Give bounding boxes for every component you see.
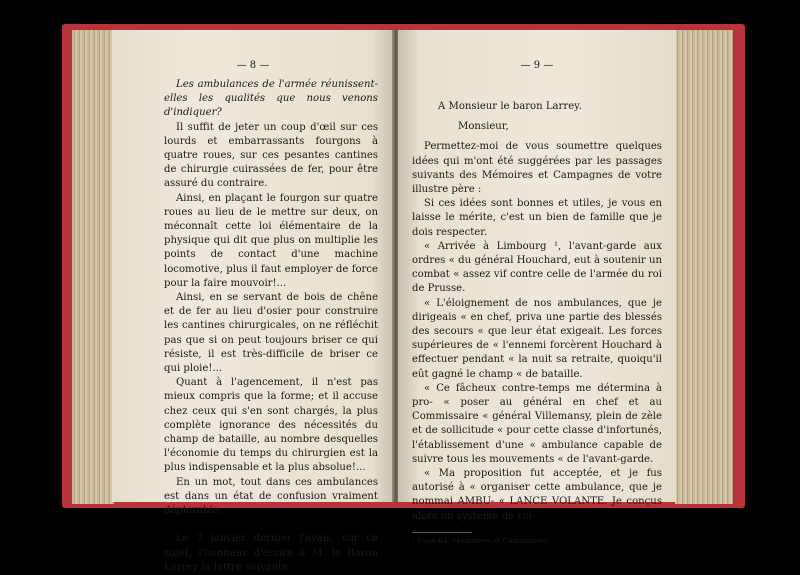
paragraph: « L'éloignement de nos ambulances, que je dirigeais « en chef, priva une partie des blessés des secours « que leur état exigeait. Les forces supérieures de « l'ennemi forcèrent Houchard à effectuer pendant « la nuit sa retraite, quoiqu'il eût gagné le champ « de bataille. (412, 297, 662, 380)
left-page-text (164, 78, 378, 575)
paragraph: Ainsi, en se servant de bois de chêne et de fer au lieu d'osier pour construire les cantines chirurgicales, on ne réfléchit pas que si on peut toujours briser ce qui résiste, il est très-difficile de briser ce qui ploie!... (164, 292, 378, 375)
paragraph: « Arrivée à Limbourg ¹, l'avant-garde aux ordres « du général Houchard, eut à soutenir un combat « assez vif contre celle de l'armée du roi de Prusse. (412, 240, 662, 295)
paragraph: Ainsi, en plaçant le fourgon sur quatre roues au lieu de le mettre sur deux, on méconnaît cette loi élémentaire de la physique qui dit que plus on multiplie les points de contact d'une machine locomotive, plus il faut employer de force pour la faire mouvoir!... (164, 192, 378, 289)
paragraph: Le 7 janvier dernier j'avais, sur ce sujet, l'honneur d'écrire à M. le Baron Larrey la lettre suivante : (164, 533, 378, 573)
right-page-number: — 9 — (520, 60, 554, 71)
paragraph: « Ce fâcheux contre-temps me détermina à pro- « poser au général en chef et au Commissaire « général Villemansy, plein de zèle et de sollicitude « pour cette classe d'infortunés, l'établissement d'une « ambulance capable de suivre tous les mouvements « de l'avant-garde. (412, 382, 662, 465)
paragraph: Permettez-moi de vous soumettre quelques idées qui m'ont été suggérées par les passages suivants des Mémoires et Campagnes de votre illustre père : (412, 141, 662, 196)
paragraph: « Ma proposition fut acceptée, et je fus autorisé à « organiser cette ambulance, que je nommai AMBU- « LANCE VOLANTE. Je conçus alors un système de voi- (412, 468, 662, 522)
footnote-rule (412, 532, 472, 533)
paragraph: Si ces idées sont bonnes et utiles, je vous en laisse le mérite, c'est un bien de famille que je dois respecter. (412, 198, 662, 238)
right-page (398, 30, 676, 545)
right-page-text (412, 100, 662, 546)
paragraph: En un mot, tout dans ces ambulances est dans un état de confusion vraiment déplorable. (164, 476, 378, 517)
footnote: ¹ Page 64, Mémoires et Campagnes. (412, 535, 550, 545)
left-page-number: — 8 — (236, 60, 270, 71)
letter-addressee: A Monsieur le baron Larrey. (438, 101, 582, 112)
left-page-edges (72, 30, 114, 504)
right-page-edges (675, 30, 733, 504)
paragraph: Quant à l'agencement, il n'est pas mieux compris que la forme; et il accuse chez ceux qui s'en sont chargés, la plus complète ignorance des nécessités du champ de bataille, au nombre desquelles l'économie du temps du chirurgien est la plus indispensable et la plus absolue!... (164, 377, 378, 474)
paragraph: Les ambulances de l'armée réunissent-elles les qualités que nous venons d'indiquer? (164, 79, 378, 119)
left-page (112, 30, 394, 573)
paragraph: Il suffit de jeter un coup d'œil sur ces lourds et embarrassants fourgons à quatre roues, sur ces pesantes cantines de chirurgie cuirassées de fer, pour être assuré du contraire. (164, 121, 378, 190)
letter-greeting: Monsieur, (458, 121, 509, 133)
